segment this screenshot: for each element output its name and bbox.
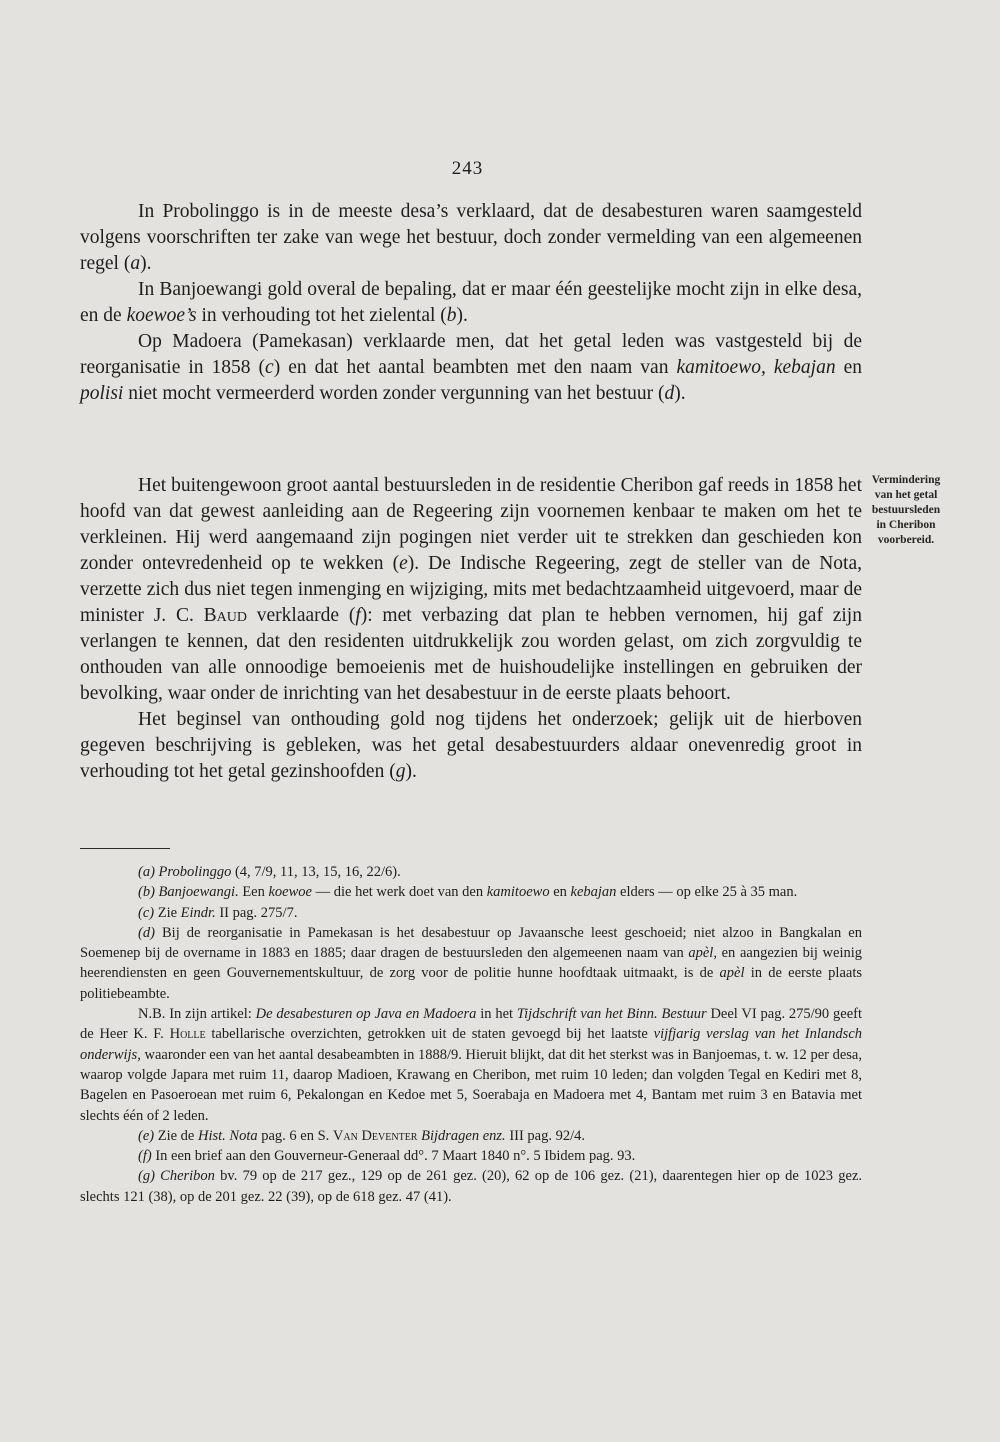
text-run: ).: [456, 305, 468, 326]
italic-text: apèl: [719, 965, 745, 982]
margin-note-line: voorbereid.: [877, 534, 935, 546]
paragraph-probolinggo: [80, 199, 862, 277]
small-caps-name: Baud: [203, 605, 247, 626]
italic-text: (a): [138, 864, 155, 880]
paragraph-beginsel: [80, 707, 862, 785]
italic-text: apèl: [688, 945, 714, 962]
italic-text: a: [130, 253, 141, 274]
text-run: N.B. In zijn artikel:: [138, 1006, 256, 1023]
text-run: Zie de: [154, 1127, 198, 1144]
italic-text: kebajan: [570, 884, 617, 901]
italic-text: (g): [138, 1168, 155, 1185]
italic-text: Cheribon: [160, 1168, 215, 1185]
text-run: (4, 7/9, 11, 13, 15, 16, 22/6).: [231, 864, 401, 880]
margin-note-line: van het getal: [874, 489, 938, 501]
italic-text: Bijdragen enz.: [421, 1127, 506, 1144]
margin-note-line: Vermindering: [871, 474, 941, 486]
text-run: ).: [674, 383, 686, 404]
italic-text: Probolinggo: [158, 864, 232, 880]
text-run: Op Madoera (Pamekasan) verklaarde men, dat het getal leden was vastgesteld bij de reorganisatie in 1858 (: [80, 331, 862, 378]
small-caps-name: Van Deventer: [332, 1127, 418, 1144]
footnote-d: [80, 923, 862, 1004]
italic-text: De desabesturen op Java en Madoera: [255, 1006, 477, 1023]
text-run: Bij de reorganisatie in Pamekasan is het desabestuur op Javaansche leest geschoeid; niet alzoo in Bangkalan en Soemenep bij de overname in 1883 en 1885; daar dragen de bestuursleden den algemeenen naam van: [80, 924, 862, 962]
italic-text: f: [355, 605, 361, 626]
italic-text: Banjoewangi.: [158, 884, 239, 901]
text-run: Het buitengewoon groot aantal bestuursleden in de residentie Cheribon gaf reeds in 1858 het hoofd van dat gewest aanleiding aan de Regeering zijn voornemen kenbaar te maken om het te verkleinen. Hij werd aangemaand zijn pogingen niet verder uit te strekken dan geschieden kon zonder ontevredenheid op te wekken (: [80, 475, 862, 574]
italic-text: b: [446, 305, 457, 326]
footnote-b: [80, 882, 862, 902]
italic-text: Eindr.: [180, 904, 216, 921]
text-run: en: [549, 884, 571, 901]
footnote-nb: [80, 1004, 862, 1126]
text-run: pag. 6 en S.: [257, 1127, 333, 1144]
text-run: In Banjoewangi gold overal de bepaling, dat er maar één geestelijke mocht zijn in elke desa, en de: [80, 279, 862, 326]
main-text-bottom: [80, 473, 862, 785]
text-run: in verhouding tot het zielental (: [196, 305, 447, 326]
text-run: II pag. 275/7.: [215, 904, 298, 921]
italic-text: (b): [138, 884, 155, 901]
text-run: — die het werk doet van den: [311, 884, 487, 901]
text-run: verklaarde (: [246, 605, 356, 626]
paragraph-cheribon: [80, 473, 862, 707]
text-run: Zie: [154, 904, 181, 921]
italic-text: e: [399, 553, 408, 574]
footnote-c: [80, 903, 862, 923]
italic-text: kamitoewo, kebajan: [676, 357, 836, 378]
paragraph-madoera: [80, 329, 862, 407]
text-run: In Probolinggo is in de meeste desa’s verklaard, dat de desabesturen waren saamgesteld volgens voorschriften ter zake van wege het bestuur, doch zonder vermelding van een algemeenen regel (: [80, 201, 862, 274]
italic-text: vijfjarig verslag van het Inlandsch onderwijs,: [80, 1026, 863, 1063]
italic-text: (c): [138, 904, 155, 921]
margin-note: [860, 473, 952, 548]
text-run: ): met verbazing dat plan te hebben vernomen, hij gaf zijn verlangen te kennen, dat den residenten uitdrukkelijk zou worden gelast, om zich zorgvuldig te onthouden van alle onnoodige bemoeienis met de huishoudelijke instellingen en gebruiken der bevolking, waar onder de inrichting van het desabestuur in de eerste plaats behoort.: [80, 605, 862, 704]
text-run: in de eerste plaats politiebeambte.: [80, 965, 863, 1002]
text-run: III pag. 92/4.: [505, 1127, 586, 1144]
margin-note-line: bestuursleden: [871, 504, 941, 516]
italic-text: Hist. Nota: [197, 1127, 258, 1144]
text-run: elders — op elke 25 à 35 man.: [616, 884, 798, 901]
footnote-a: [80, 862, 862, 882]
margin-note-line: in Cheribon: [876, 519, 936, 531]
text-run: ).: [140, 253, 152, 274]
italic-text: (f): [138, 1148, 152, 1165]
italic-text: Tijdschrift van het Binn. Bestuur: [516, 1006, 707, 1023]
text-run: In een brief aan den Gouverneur-Generaal dd°. 7 Maart 1840 n°. 5 Ibidem pag. 93.: [151, 1148, 636, 1165]
text-run: Het beginsel van onthouding gold nog tijdens het onderzoek; gelijk uit de hierboven gegeven beschrijving is gebleken, was het getal desabestuurders aldaar onevenredig groot in verhouding tot het getal gezinshoofden (: [80, 709, 862, 782]
italic-text: kamitoewo: [486, 884, 550, 901]
text-run: in het: [476, 1006, 517, 1023]
text-run: waaronder een van het aantal desabeambten in 1888/9. Hieruit blijkt, dat dit het sterkst was in Banjoemas, t. w. 12 per desa, waarop volgde Japara met ruim 11, daarop Madioen, Krawang en Cheribon, met ruim 10 leden; dan volgden Tegal en Kediri met 8, Bagelen en Pasoeroean met ruim 6, Pekalongan en Kedoe met 5, Soerabaja en Madoera met 4, Bantam met ruim 3 en Batavia met slechts één of 2 leden.: [80, 1046, 862, 1124]
footnotes: [80, 862, 862, 1207]
italic-text: koewoe’s: [126, 305, 197, 326]
text-run: ). De Indische Regeering, zegt de steller van de Nota, verzette zich dus niet tegen inmenging en wijziging, mits met bedachtzaamheid uitgevoerd, maar de minister J. C.: [80, 553, 863, 626]
text-run: Deel VI pag. 275/90 geeft de Heer K. F.: [80, 1006, 862, 1043]
italic-text: koewoe: [268, 884, 312, 901]
italic-text: g: [395, 761, 406, 782]
text-run: niet mocht vermeerderd worden zonder vergunning van het bestuur (: [123, 383, 665, 404]
text-run: en: [835, 357, 863, 378]
text-run: tabellarische overzichten, getrokken uit de staten gevoegd bij het laatste: [205, 1026, 654, 1043]
italic-text: (e): [138, 1127, 155, 1144]
main-text-top: [80, 199, 862, 407]
italic-text: polisi: [80, 383, 124, 404]
text-run: Een: [238, 884, 269, 901]
italic-text: c: [265, 357, 274, 378]
page-number: 243: [451, 158, 484, 179]
text-run: ).: [405, 761, 417, 782]
footnote-g: [80, 1166, 862, 1207]
footnote-divider: [80, 848, 170, 849]
paragraph-banjoewangi: [80, 277, 862, 329]
text-run: ) en dat het aantal beambten met den naam van: [273, 357, 677, 378]
italic-text: (d): [138, 924, 155, 941]
italic-text: d: [664, 383, 675, 404]
text-run: bv. 79 op de 217 gez., 129 op de 261 gez. (20), 62 op de 106 gez. (21), daarentegen hier op de 1023 gez. slechts 121 (38), op de 201 gez. 22 (39), op de 618 gez. 47 (41).: [80, 1168, 863, 1205]
small-caps-name: Holle: [169, 1026, 206, 1043]
text-run: , en aangezien bij weinig heerendiensten en geen Gouvernementskultuur, de zorg voor de politie hunne hoofdtaak uitmaakt, is de: [80, 945, 863, 982]
footnote-e: [80, 1126, 862, 1146]
footnote-f: [80, 1146, 862, 1166]
